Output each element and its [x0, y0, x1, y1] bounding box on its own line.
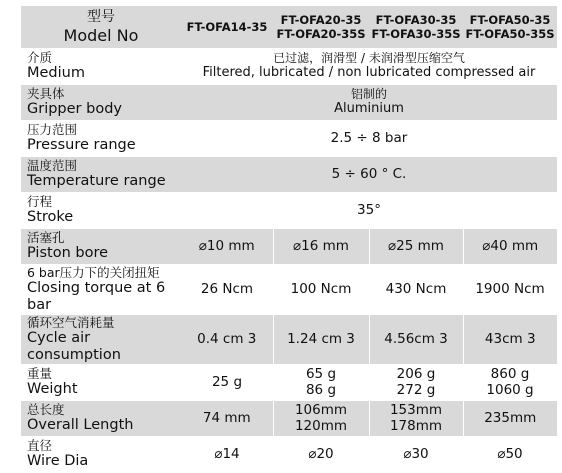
spec-row-closing-torque — [21, 264, 557, 314]
row-value: 430 Ncm — [369, 264, 463, 314]
row-label — [21, 156, 181, 192]
row-value-line: 178mm — [389, 418, 443, 434]
row-value: 100 Ncm — [273, 264, 369, 314]
spec-row-temperature-range — [21, 156, 557, 192]
row-value-line: 1060 g — [486, 382, 534, 398]
row-label-en: Closing torque at 6 bar — [27, 279, 166, 313]
row-value: ⌀50 — [463, 436, 557, 472]
row-label — [21, 264, 181, 314]
row-label — [21, 84, 181, 120]
header-label-en: Model No — [63, 26, 139, 46]
row-value: 43cm 3 — [463, 314, 557, 364]
model-cell — [369, 6, 463, 48]
row-label-en: Pressure range — [27, 137, 136, 153]
row-value-line: 65 g — [305, 366, 337, 382]
row-label-en: Stroke — [27, 209, 74, 225]
row-value: ⌀25 mm — [369, 228, 463, 264]
spec-table — [21, 6, 557, 473]
row-value-zh: 已过滤，润滑型 / 未润滑型压缩空气 — [273, 51, 465, 65]
model-cell — [273, 6, 369, 48]
row-value: 74 mm — [181, 400, 273, 436]
row-label-zh: 总长度 — [27, 402, 65, 417]
row-value-line: 153mm — [389, 402, 443, 418]
spec-row-pressure-range — [21, 120, 557, 156]
row-label-en: Overall Length — [27, 417, 134, 433]
row-value — [273, 400, 369, 436]
row-value: 35° — [181, 192, 557, 228]
row-label — [21, 228, 181, 264]
row-label-zh: 重量 — [27, 366, 53, 381]
spec-row-stroke — [21, 192, 557, 228]
row-label-zh: 温度范围 — [27, 158, 78, 173]
row-label-zh: 行程 — [27, 194, 53, 209]
row-label-en: Wire Dia — [27, 453, 89, 469]
row-value-zh: 铝制的 — [350, 87, 387, 101]
row-label — [21, 400, 181, 436]
spec-row-weight — [21, 364, 557, 400]
model-name: FT-OFA50-35S — [465, 26, 555, 41]
row-value-line: 120mm — [294, 418, 348, 434]
row-label-zh: 压力范围 — [27, 122, 78, 137]
row-value-line: 106mm — [294, 402, 348, 418]
row-value: ⌀10 mm — [181, 228, 273, 264]
row-value: 1.24 cm 3 — [273, 314, 369, 364]
spec-row-overall-length — [21, 400, 557, 436]
model-name: FT-OFA20-35 — [280, 12, 362, 27]
row-label-en: Temperature range — [27, 173, 166, 189]
row-label-en: Cycle air consumption — [27, 329, 121, 363]
row-value: 2.5 ÷ 8 bar — [181, 120, 557, 156]
model-name: FT-OFA50-35 — [469, 12, 551, 27]
spec-row-piston-bore — [21, 228, 557, 264]
row-value: 25 g — [181, 364, 273, 400]
row-label-en: Gripper body — [27, 101, 122, 117]
row-label-zh: 夹具体 — [27, 86, 65, 101]
row-label-zh: 介质 — [27, 50, 53, 65]
model-name: FT-OFA30-35S — [371, 26, 461, 41]
row-value: 5 ÷ 60 ° C. — [181, 156, 557, 192]
row-value — [369, 364, 463, 400]
row-label-en: Medium — [27, 65, 85, 81]
row-value-line: 206 g — [396, 366, 436, 382]
row-label — [21, 314, 181, 364]
spec-row-cycle-air — [21, 314, 557, 364]
row-label-zh: 循环空气消耗量 — [27, 314, 115, 330]
row-value — [463, 364, 557, 400]
row-value-line: 860 g — [490, 366, 530, 382]
header-label-zh: 型号 — [87, 9, 115, 26]
row-label — [21, 48, 181, 84]
model-name: FT-OFA14-35 — [186, 19, 268, 34]
row-label-zh: 活塞孔 — [27, 230, 65, 245]
row-label-zh: 6 bar压力下的关闭扭矩 — [27, 264, 160, 280]
model-cell — [181, 6, 273, 48]
header-label — [21, 6, 181, 48]
row-value-line: 86 g — [305, 382, 337, 398]
row-label — [21, 364, 181, 400]
row-label — [21, 436, 181, 472]
row-value: 26 Ncm — [181, 264, 273, 314]
row-value-en: Filtered, lubricated / non lubricated compressed air — [202, 65, 536, 80]
model-cell — [463, 6, 557, 48]
model-name: FT-OFA30-35 — [375, 12, 457, 27]
header-row — [21, 6, 557, 48]
row-value-line: 272 g — [396, 382, 436, 398]
row-value: 1900 Ncm — [463, 264, 557, 314]
row-label-zh: 直径 — [27, 438, 53, 453]
row-value: ⌀20 — [273, 436, 369, 472]
row-value — [369, 400, 463, 436]
spec-row-medium — [21, 48, 557, 84]
row-value — [181, 84, 557, 120]
row-value: ⌀40 mm — [463, 228, 557, 264]
row-value — [273, 364, 369, 400]
spec-row-gripper-body — [21, 84, 557, 120]
row-label-en: Weight — [27, 381, 78, 397]
row-value: 4.56cm 3 — [369, 314, 463, 364]
row-label-en: Piston bore — [27, 245, 109, 261]
model-name: FT-OFA20-35S — [276, 26, 366, 41]
row-value-en: Aluminium — [334, 101, 404, 116]
row-value: 235mm — [463, 400, 557, 436]
row-value: ⌀14 — [181, 436, 273, 472]
row-value — [181, 48, 557, 84]
spec-row-wire-dia — [21, 436, 557, 472]
row-value: ⌀30 — [369, 436, 463, 472]
row-label — [21, 192, 181, 228]
row-label — [21, 120, 181, 156]
row-value: ⌀16 mm — [273, 228, 369, 264]
row-value: 0.4 cm 3 — [181, 314, 273, 364]
